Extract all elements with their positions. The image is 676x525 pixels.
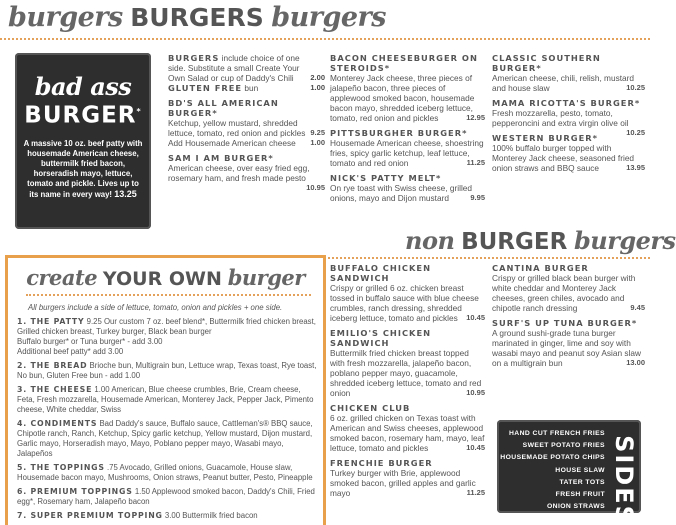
item-extra: Add Housemade American cheese 1.00 <box>168 138 325 148</box>
nonburger-left: non <box>405 226 455 255</box>
burgers-col-2 <box>330 53 485 208</box>
item-name: SAM I AM BURGER* <box>168 153 274 163</box>
item-name: PITTSBURGHER BURGER* <box>330 128 468 138</box>
item-name: BACON CHEESEBURGER ON STEROIDS* <box>330 53 478 73</box>
header-right: burgers <box>271 2 386 33</box>
menu-item <box>492 263 645 313</box>
item-name: NICK'S PATTY MELT* <box>330 173 442 183</box>
header-mid: BURGERS <box>130 3 264 32</box>
item-name: MAMA RICOTTA'S BURGER* <box>492 98 641 108</box>
menu-item <box>330 263 485 323</box>
item-desc: American cheese, chili, relish, mustard and house slaw 10.25 <box>492 73 645 93</box>
feature-title-block: BURGER* <box>24 102 142 129</box>
item-desc: Fresh mozzarella, pesto, tomato, pepperoncini and extra virgin olive oil 10.25 <box>492 108 645 137</box>
header-left: burgers <box>8 2 123 33</box>
nonburger-col-2 <box>492 263 645 373</box>
cyo-step: 6. PREMIUM TOPPINGS 1.50 Applewood smoked bacon, Daddy's Chili, Fried egg*, Rosemary ham, Jalapeño bacon <box>17 487 315 506</box>
cyo-step: 3. THE CHEESE 1.00 American, Blue cheese crumbles, Brie, Cream cheese, Feta, Fresh mozzarella, Housemade American, Monterey Jack, Pepper Jack, Pimento cheese, White cheddar, Swiss <box>17 385 314 414</box>
item-desc: Crispy or grilled black bean burger with white cheddar and Monterey Jack cheeses, green chiles, avocado and chipotle ranch dressing 9.45 <box>492 273 645 313</box>
sides-box <box>497 420 641 525</box>
side-item: HAND CUT FRENCH FRIES <box>508 430 605 437</box>
burgers-header <box>8 2 386 33</box>
item-price: 11.25 <box>466 488 485 497</box>
item-name: WESTERN BURGER* <box>492 133 598 143</box>
intro-burgers: BURGERS 2.00 include choice of one side. Substitute a small Create Your Own Salad or cup of Daddy's Chili 1.00 GLUTEN FREE bun <box>168 53 325 93</box>
cyo-step: 7. SUPER PREMIUM TOPPING 3.00 Buttermilk fried bacon <box>17 511 258 520</box>
item-desc: Housemade American cheese, shoestring fries, spicy garlic ketchup, leaf lettuce, tomato and red onion 11.25 <box>330 138 485 168</box>
item-desc: 100% buffalo burger topped with Monterey Jack cheese, seasoned fried onion straws and BBQ sauce 13.95 <box>492 143 645 173</box>
item-name: BUFFALO CHICKEN SANDWICH <box>330 263 432 283</box>
menu-item <box>492 53 645 93</box>
menu-item <box>492 318 645 368</box>
create-your-own-box <box>5 255 326 525</box>
side-item: ONION STRAWS <box>546 503 605 511</box>
feature-desc: A massive 10 oz. beef patty with housemade American cheese, buttermilk fried bacon, horseradish mayo, lettuce, tomato and pickle. Lives up to its name in every way! 13.25 <box>23 138 143 199</box>
item-desc: Ketchup, yellow mustard, shredded lettuce, tomato, red onion and pickles 9.25 <box>168 118 325 138</box>
burgers-col-1 <box>168 53 325 193</box>
item-price: 13.95 <box>626 163 645 172</box>
item-price: 9.45 <box>630 303 645 312</box>
menu-item <box>492 133 645 173</box>
item-desc: American cheese, over easy fried egg, rosemary ham, and fresh made pesto 10.95 <box>168 163 325 192</box>
sides-title: SIDES <box>610 435 638 525</box>
side-item: FRESH FRUIT <box>555 491 605 499</box>
feature-price: 13.25 <box>114 188 137 199</box>
item-desc: Monterey Jack cheese, three pieces of jalapeño bacon, three pieces of applewood smoked bacon, housemade bacon mayo, shredded iceberg lettuce, tomato, red onion and pickles 12.95 <box>330 73 485 123</box>
item-desc: Crispy or grilled 6 oz. chicken breast tossed in buffalo sauce with blue cheese crumbles, ranch dressing, shredded iceberg lettuce, tomato and pickles 10.45 <box>330 283 485 323</box>
nonburger-right: burgers <box>573 226 676 255</box>
cyo-step: 1. THE PATTY 9.25 Our custom 7 oz. beef blend*, Buttermilk fried chicken breast, Grilled chicken breast, Turkey burger, Black bean burger Buffalo burger* or Tuna burger* - add 3.00 Additional beef patty* add 3.00 <box>17 317 316 356</box>
item-desc: On rye toast with Swiss cheese, grilled onions, mayo and Dijon mustard 9.95 <box>330 183 485 203</box>
item-desc: A ground sushi-grade tuna burger marinated in ginger, lime and soy with wasabi mayo and peanut soy Asian slaw on a multigrain bun 13.00 <box>492 328 645 368</box>
side-item: SWEET POTATO FRIES <box>522 442 605 450</box>
item-name: FRENCHIE BURGER <box>330 458 433 468</box>
item-name: SURF'S UP TUNA BURGER* <box>492 318 638 328</box>
header-divider <box>0 38 650 40</box>
item-price: 10.95 <box>306 183 325 192</box>
menu-item <box>168 153 325 192</box>
item-name: CHICKEN CLUB <box>330 403 411 413</box>
item-name: EMILIO'S CHICKEN SANDWICH <box>330 328 432 348</box>
item-desc: 6 oz. grilled chicken on Texas toast with American and Swiss cheeses, applewood smoked bacon, rosemary ham, mayo, leaf lettuce, tomato and pickles 10.45 <box>330 413 485 453</box>
cyo-note: All burgers include a side of lettuce, tomato, onion and pickles + one side. <box>28 303 283 312</box>
feature-title-script: bad ass <box>34 72 132 101</box>
nonburger-col-1 <box>330 263 485 503</box>
menu-item <box>330 128 485 168</box>
item-price: 10.95 <box>466 388 485 397</box>
item-price: 13.00 <box>626 358 645 367</box>
menu-item <box>492 98 645 137</box>
side-item: HOUSE SLAW <box>555 466 605 474</box>
side-item: HOUSEMADE POTATO CHIPS <box>500 454 605 462</box>
cyo-title: create YOUR OWN burger <box>26 265 305 290</box>
item-price: 9.25 <box>310 128 325 137</box>
item-price: 10.45 <box>466 313 485 322</box>
item-desc: Buttermilk fried chicken breast topped with fresh mozzarella, jalapeño bacon, poblano pepper mayo, guacamole, shredded iceberg lettuce, tomato and red onion 10.95 <box>330 348 485 398</box>
menu-item <box>330 458 485 498</box>
item-price: 11.25 <box>466 158 485 167</box>
nonburger-header <box>405 226 676 256</box>
menu-item <box>330 173 485 203</box>
item-price: 9.95 <box>470 193 485 202</box>
menu-item <box>168 98 325 148</box>
cyo-step: 2. THE BREAD Brioche bun, Multigrain bun, Lettuce wrap, Texas toast, Rye toast, No bun, Gluten Free bun - add 1.00 <box>17 361 317 380</box>
menu-item <box>330 403 485 453</box>
item-desc: Turkey burger with Brie, applewood smoked bacon, grilled apples and garlic mayo 11.25 <box>330 468 485 498</box>
item-price: 10.25 <box>626 83 645 92</box>
nonburger-divider <box>328 257 650 259</box>
feature-box <box>15 53 151 229</box>
menu-item <box>330 328 485 398</box>
item-price: 10.45 <box>466 443 485 452</box>
cyo-step: 5. THE TOPPINGS .75 Avocado, Grilled onions, Guacamole, House slaw, Housemade bacon mayo, Mushrooms, Onion straws, Peanut butter, Pesto, Pineapple <box>17 463 313 482</box>
burgers-col-3 <box>492 53 645 178</box>
menu-item <box>330 53 485 123</box>
side-item: TATER TOTS <box>559 478 605 486</box>
nonburger-mid: BURGER <box>461 229 568 255</box>
item-price: 12.95 <box>466 113 485 122</box>
item-name: BD'S ALL AMERICAN BURGER* <box>168 98 279 118</box>
item-name: CANTINA BURGER <box>492 263 589 273</box>
item-price: 10.25 <box>626 128 645 137</box>
cyo-step: 4. CONDIMENTS Bad Daddy's sauce, Buffalo sauce, Cattleman's® BBQ sauce, Chipotle ranch, Ranch, Ketchup, Spicy garlic ketchup, Yellow mustard, Dijon mustard, Garlic mayo, Horseradish mayo, Mayo, Poblano pepper mayo, Wasabi mayo, Jalapeños <box>17 419 313 458</box>
item-name: CLASSIC SOUTHERN BURGER* <box>492 53 601 73</box>
